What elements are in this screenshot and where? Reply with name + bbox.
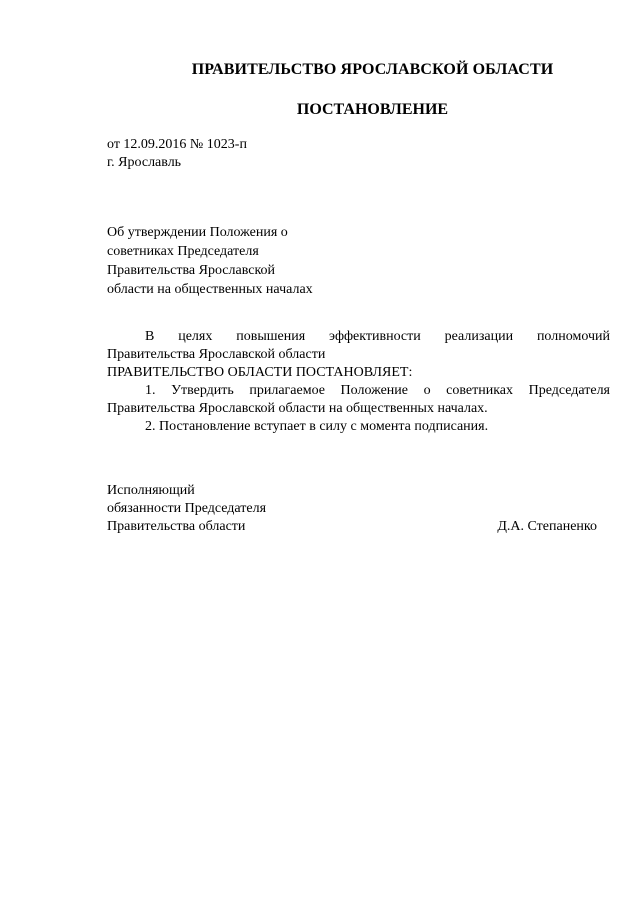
- document-type-title: ПОСТАНОВЛЕНИЕ: [296, 101, 449, 118]
- signatory-position: обязанности Председателя: [107, 501, 267, 516]
- preamble-line: В целях повышения эффективности реализации полномочий: [145, 329, 610, 344]
- document-meta: [107, 136, 247, 172]
- subject-line: области на общественных началах: [107, 282, 313, 297]
- document-body: [107, 328, 610, 436]
- item-1-line: Правительства Ярославской области на общественных началах.: [107, 401, 488, 416]
- item-1-line: 1. Утвердить прилагаемое Положение о советниках Председателя: [145, 383, 610, 398]
- subject-line: Правительства Ярославской: [107, 263, 276, 278]
- preamble-line: Правительства Ярославской области: [107, 347, 326, 362]
- signatory-name: Д.А. Степаненко: [497, 519, 597, 534]
- decree-line: ПРАВИТЕЛЬСТВО ОБЛАСТИ ПОСТАНОВЛЯЕТ:: [107, 365, 413, 380]
- signatory-position: Правительства области: [107, 519, 246, 534]
- subject-line: советниках Председателя: [107, 244, 259, 259]
- date-number-line: от 12.09.2016 № 1023-п: [107, 137, 247, 152]
- signatory-position: Исполняющий: [107, 483, 195, 498]
- item-2-line: 2. Постановление вступает в силу с момента подписания.: [145, 419, 489, 434]
- document-subject: [107, 223, 313, 299]
- city-line: г. Ярославль: [107, 155, 182, 170]
- signature-row: [107, 518, 597, 536]
- organization-title: ПРАВИТЕЛЬСТВО ЯРОСЛАВСКОЙ ОБЛАСТИ: [191, 61, 554, 78]
- subject-line: Об утверждении Положения о: [107, 225, 288, 240]
- signature-block: [107, 482, 597, 536]
